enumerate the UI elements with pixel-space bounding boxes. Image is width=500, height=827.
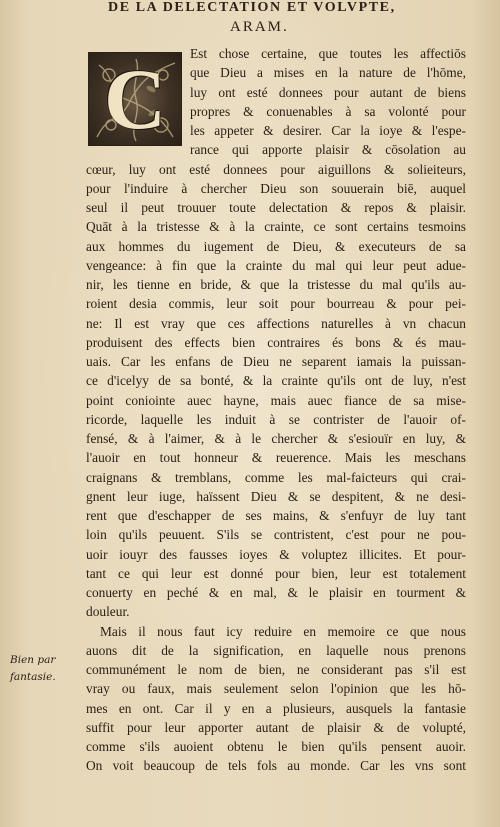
text-line: les appeter & desirer. Car la ioye & l'espe- (190, 123, 466, 138)
text-line: communément le nom de bien, ne considerant pas s'il est (86, 662, 466, 677)
text-line: Quāt à la tristesse & à la crainte, ce sont certains tesmoins (86, 219, 466, 235)
text-line: rent que d'eschapper de ses mains, & s'enfuyr de luy tant (86, 508, 466, 523)
decorated-initial (88, 52, 182, 146)
text-line: propres & conuenables à sa volonté pour (190, 103, 466, 119)
text-line: Mais il nous faut icy reduire en memoire ce que nous (100, 623, 466, 639)
text-line: produisent des effects bien contraires és bons & és mau- (86, 334, 466, 350)
text-line: suffit pour leur apporter autant de plaisir & de volupté, (86, 719, 466, 735)
text-line: craignans & tremblans, comme les mal-faicteurs qui crai- (86, 469, 466, 485)
text-line: comme s'ils auoient obtenu le bien qu'ils pensent auoir. (86, 739, 466, 754)
text-line: loin qu'ils peuuent. S'ils se contristent, c'est pour ne pou- (86, 527, 466, 543)
initial-letter: C (103, 52, 167, 146)
text-line: uais. Car les enfans de Dieu ne separent iamais la puissan- (86, 354, 466, 369)
text-line: douleur. (86, 604, 130, 620)
text-line: ne: Il est vray que ces affections naturelles à vn chacun (86, 315, 466, 331)
text-line: ce d'icelуу de sa bonté, & la crainte qu'ils ont de luy, n'est (86, 373, 466, 389)
text-line: l'auoir en tout honneur & reuerence. Mais les meschans (86, 450, 466, 466)
margin-note-line-2: fantasie. (10, 671, 56, 683)
text-line: rance qui apporte plaisir & cōsolation au (190, 142, 466, 158)
text-line: On voit beaucoup de tels fols au monde. Car les vns sont (86, 758, 466, 774)
text-line: conuerty en peché & en mal, & le plaisir en tourment & (86, 585, 466, 600)
text-line: pour l'induire à chercher Dieu son souuerain biē, auquel (86, 180, 466, 196)
margin-note-line-1: Bien par (10, 654, 56, 666)
text-line: nir, les tienne en bride, & que la tristesse du mal qu'ils au- (86, 277, 466, 292)
text-line: gnent leur iuge, haïssent Dieu & se despitent, & ne desi- (86, 488, 466, 504)
text-line: fensé, & à l'aimer, & à le chercher & s'esiouïr en luy, & (86, 431, 466, 446)
text-line: aux hommes du iugement de Dieu, & executeurs de sa (86, 238, 466, 254)
text-line: Est chose certaine, que toutes les affectiōs (190, 46, 466, 61)
text-line: tant ce qui leur est donné pour bien, leur est totalement (86, 565, 466, 581)
running-head: DE LA DELECTATION ET VOLVPTE, (108, 0, 396, 15)
text-line: vray ou faux, mais seulement selon l'opinion que les hō- (86, 681, 466, 697)
text-line: cœur, luy ont esté donnees pour aiguillons & solieiteurs, (86, 161, 466, 177)
text-line: ricorde, laquelle les induit à se contrister de l'auoir of- (86, 411, 466, 427)
text-line: que Dieu a mises en la nature de l'hōme, (190, 65, 466, 81)
text-line: roient desia commis, leur soit pour bourreau & pour pei- (86, 296, 466, 312)
text-line: vengeance: à fin que la crainte du mal qui leur peut adue- (86, 257, 466, 273)
text-line: seul il peut trouuer toute delectation & repos & plaisir. (86, 200, 466, 215)
text-line: mes en ont. Car il y en a plusieurs, ausquels la fantasie (86, 700, 466, 716)
text-line: point coniointe auec hayne, mais auec fiance de sa mise- (86, 392, 466, 408)
text-line: luy ont esté donnees pour autant de biens (190, 84, 466, 100)
speaker-heading: ARAM. (230, 19, 289, 35)
text-line: uoir iouyr des fausses ioyes & voluptez illicites. Et pour- (86, 546, 466, 562)
text-line: auons dit de la signification, en laquelle nous prenons (86, 642, 466, 658)
